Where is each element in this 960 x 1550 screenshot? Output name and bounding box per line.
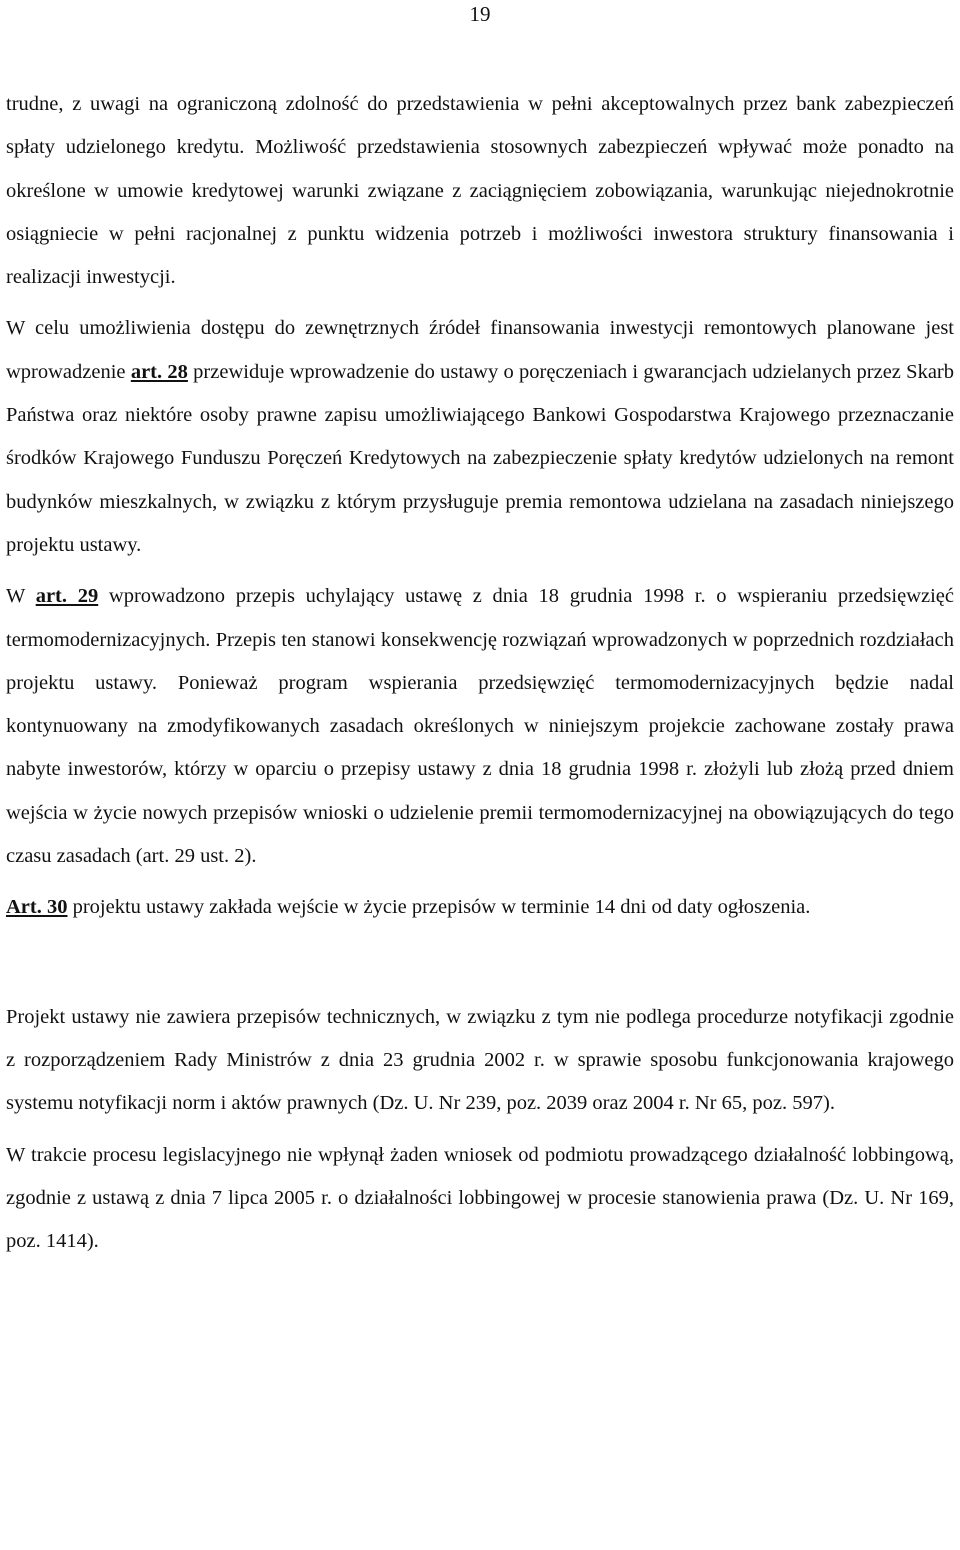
document-body — [6, 83, 954, 1263]
paragraph-text-after: wprowadzono przepis uchylający ustawę z dnia 18 grudnia 1998 r. o wspieraniu przedsięwzięć termomodernizacyjnych. Przepis ten stanowi konsekwencję rozwiązań wprowadzonych w poprzednich rozdziałach projektu ustawy. Ponieważ program wspierania przedsięwzięć termomodernizacyjnych będzie nadal kontynuowany na zmodyfikowanych zasadach określonych w niniejszym projekcie zachowane zostały prawa nabyte inwestorów, którzy w oparciu o przepisy ustawy z dnia 18 grudnia 1998 r. złożyli lub złożą przed dniem wejścia w życie nowych przepisów wnioski o udzielenie premii termomodernizacyjnej na obowiązujących do tego czasu zasadach (art. 29 ust. 2). — [6, 585, 954, 868]
paragraph-article-30 — [6, 886, 954, 929]
paragraph-article-28 — [6, 307, 954, 567]
paragraph-text-after: projektu ustawy zakłada wejście w życie przepisów w terminie 14 dni od daty ogłoszenia. — [67, 896, 811, 919]
paragraph-technical-notification: Projekt ustawy nie zawiera przepisów technicznych, w związku z tym nie podlega procedurze notyfikacji zgodnie z rozporządzeniem Rady Ministrów z dnia 23 grudnia 2002 r. w sprawie sposobu funkcjonowania krajowego systemu notyfikacji norm i aktów prawnych (Dz. U. Nr 239, poz. 2039 oraz 2004 r. Nr 65, poz. 597). — [6, 1005, 954, 1115]
article-28-reference: art. 28 — [130, 360, 188, 383]
article-30-reference: Art. 30 — [6, 896, 68, 919]
paragraph-text-after: przewiduje wprowadzenie do ustawy o poręczeniach i gwarancjach udzielanych przez Skarb Państwa oraz niektóre osoby prawne zapisu umożliwiającego Bankowi Gospodarstwa Krajowego przeznaczanie środków Krajowego Funduszu Poręczeń Kredytowych na zabezpieczenie spłaty kredytów udzielonych na remont budynków mieszkalnych, w związku z którym przysługuje premia remontowa udzielana na zasadach niniejszego projektu ustawy. — [6, 360, 955, 556]
paragraph-financing-difficulty: trudne, z uwagi na ograniczoną zdolność do przedstawienia w pełni akceptowalnych przez bank zabezpieczeń spłaty udzielonego kredytu. Możliwość przedstawienia stosownych zabezpieczeń wpływać może ponadto na określone w umowie kredytowej warunki związane z zaciągnięciem zobowiązania, warunkując niejednokrotnie osiągniecie w pełni racjonalnej z punktu widzenia potrzeb i możliwości inwestora struktury finansowania i realizacji inwestycji. — [6, 93, 954, 289]
page-number: 19 — [469, 2, 491, 26]
paragraph-text-before: W — [6, 585, 36, 608]
article-29-reference: art. 29 — [35, 585, 99, 608]
paragraph-text-before: W celu umożliwienia dostępu do zewnętrznych źródeł finansowania inwestycji remontowych planowane jest wprowadzenie — [6, 317, 954, 383]
paragraph-article-29 — [6, 575, 954, 878]
paragraph-lobbying: W trakcie procesu legislacyjnego nie wpłynął żaden wniosek od podmiotu prowadzącego działalność lobbingową, zgodnie z ustawą z dnia 7 lipca 2005 r. o działalności lobbingowej w procesie stanowienia prawa (Dz. U. Nr 169, poz. 1414). — [6, 1143, 954, 1253]
